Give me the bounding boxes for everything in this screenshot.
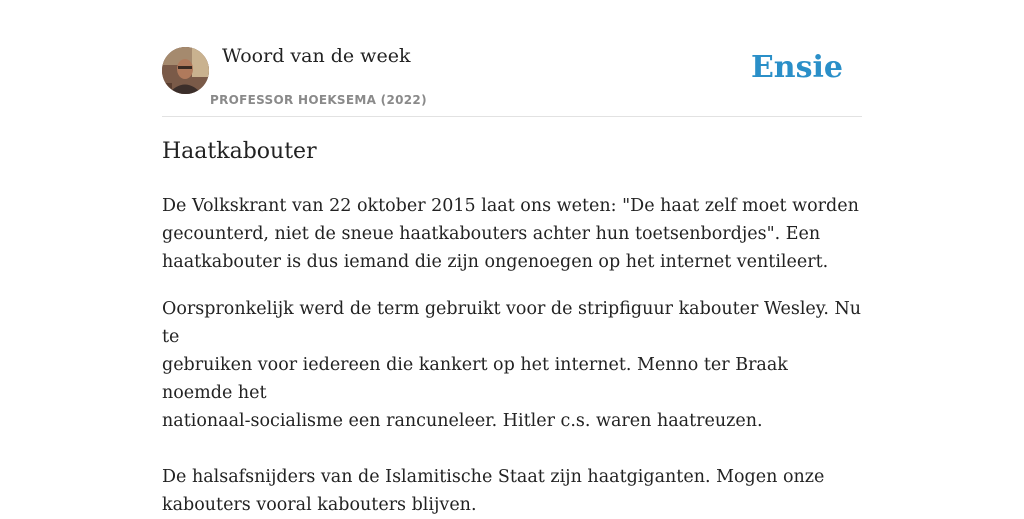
- article-body: [162, 192, 862, 519]
- author-name[interactable]: PROFESSOR HOEKSEMA (2022): [210, 93, 427, 107]
- ensie-logo[interactable]: Ensie: [750, 50, 843, 85]
- avatar-photo: [162, 47, 209, 94]
- section-title: Woord van de week: [222, 45, 411, 67]
- article-title: Haatkabouter: [162, 139, 317, 164]
- article-paragraph: De halsafsnijders van de Islamitische Staat zijn haatgiganten. Mogen onze kabouters vooral kabouters blijven.: [162, 467, 825, 515]
- author-avatar[interactable]: [162, 47, 209, 94]
- article-header: [162, 0, 862, 117]
- article-paragraph: Oorspronkelijk werd de term gebruikt voor de stripfiguur kabouter Wesley. Nu te gebruiken voor iedereen die kankert op het internet. Menno ter Braak noemde het nationaal-socialisme een rancuneleer. Hitler c.s. waren haatreuzen.: [162, 299, 862, 431]
- article-card: [162, 0, 862, 515]
- article-paragraph: De Volkskrant van 22 oktober 2015 laat ons weten: "De haat zelf moet worden gecounterd, niet de sneue haatkabouters achter hun toetsenbordjes". Een haatkabouter is dus iemand die zijn ongenoegen op het internet ventileert.: [162, 196, 859, 272]
